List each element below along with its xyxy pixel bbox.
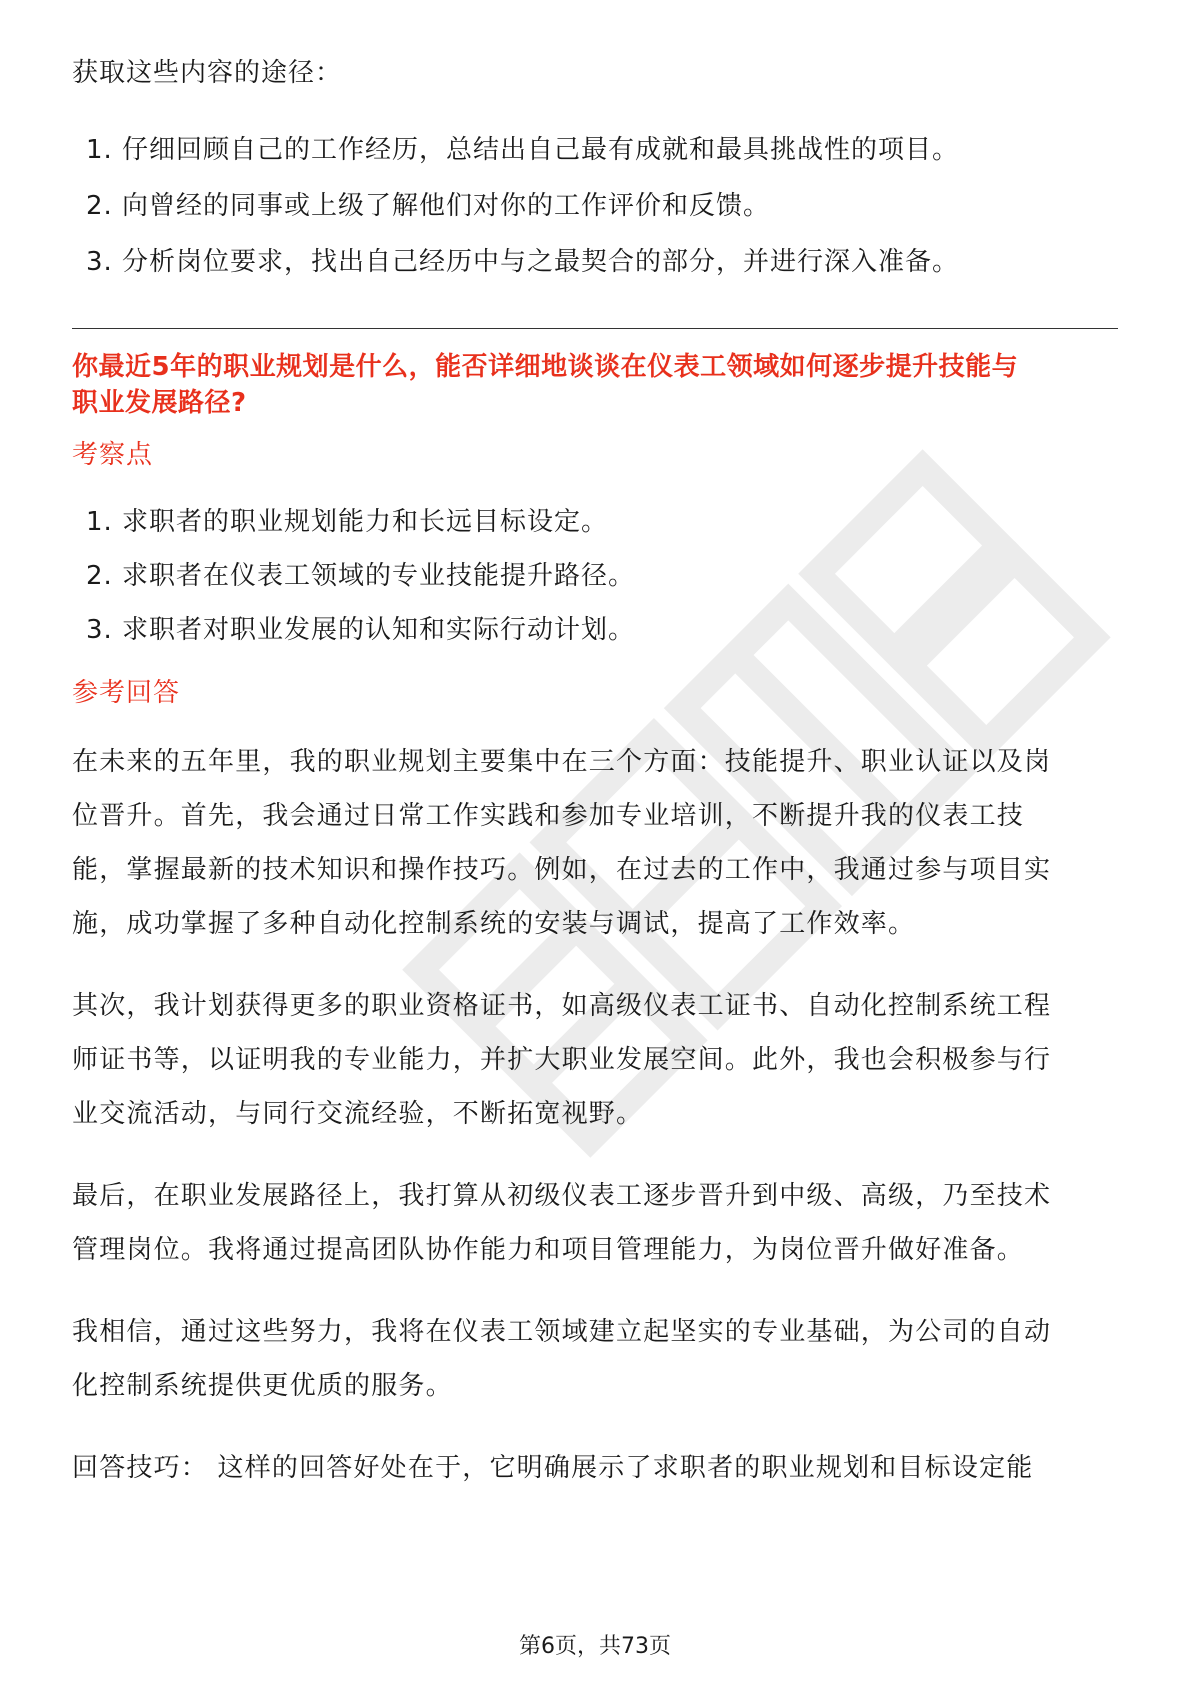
section-divider [72,328,1118,329]
list-item: 3. 分析岗位要求，找出自己经历中与之最契合的部分，并进行深入准备。 [86,247,960,277]
answer-tip: 回答技巧： 这样的回答好处在于，它明确展示了求职者的职业规划和目标设定能 [72,1453,1034,1483]
list-item: 1. 仔细回顾自己的工作经历，总结出自己最有成就和最具挑战性的项目。 [86,135,960,165]
list-item: 2. 向曾经的同事或上级了解他们对你的工作评价和反馈。 [86,191,771,221]
question-heading: 你最近5年的职业规划是什么，能否详细地谈谈在仪表工领域如何逐步提升技能与 职业发展路径? [72,352,1019,418]
list-item: 1. 求职者的职业规划能力和长远目标设定。 [86,507,609,537]
answer-paragraph-4: 我相信，通过这些努力，我将在仪表工领域建立起坚实的专业基础，为公司的自动 化控制系统提供更优质的服务。 [72,1317,1052,1401]
focus-list [72,495,1118,657]
answer-paragraph-1: 在未来的五年里，我的职业规划主要集中在三个方面：技能提升、职业认证以及岗 位晋升。首先，我会通过日常工作实践和参加专业培训，不断提升我的仪表工技 能，掌握最新的技术知识和操作技巧。例如，在过去的工作中，我通过参与项目实 施，成功掌握了多种自动化控制系统的安装与调试，提高了工作效率。 [72,747,1052,939]
ways-list [72,122,1118,290]
list-item: 3. 求职者对职业发展的认知和实际行动计划。 [86,615,636,645]
intro-text: 获取这些内容的途径： [72,58,343,88]
answer-label: 参考回答 [72,678,181,708]
answer-paragraph-3: 最后，在职业发展路径上，我打算从初级仪表工逐步晋升到中级、高级，乃至技术 管理岗位。我将通过提高团队协作能力和项目管理能力，为岗位晋升做好准备。 [72,1181,1052,1265]
focus-label: 考察点 [72,440,154,470]
list-item: 2. 求职者在仪表工领域的专业技能提升路径。 [86,561,636,591]
page-number: 第6页，共73页 [519,1634,671,1659]
answer-paragraph-2: 其次，我计划获得更多的职业资格证书，如高级仪表工证书、自动化控制系统工程 师证书等，以证明我的专业能力，并扩大职业发展空间。此外，我也会积极参与行 业交流活动，与同行交流经验，不断拓宽视野。 [72,991,1052,1129]
content-column [72,48,1118,1495]
